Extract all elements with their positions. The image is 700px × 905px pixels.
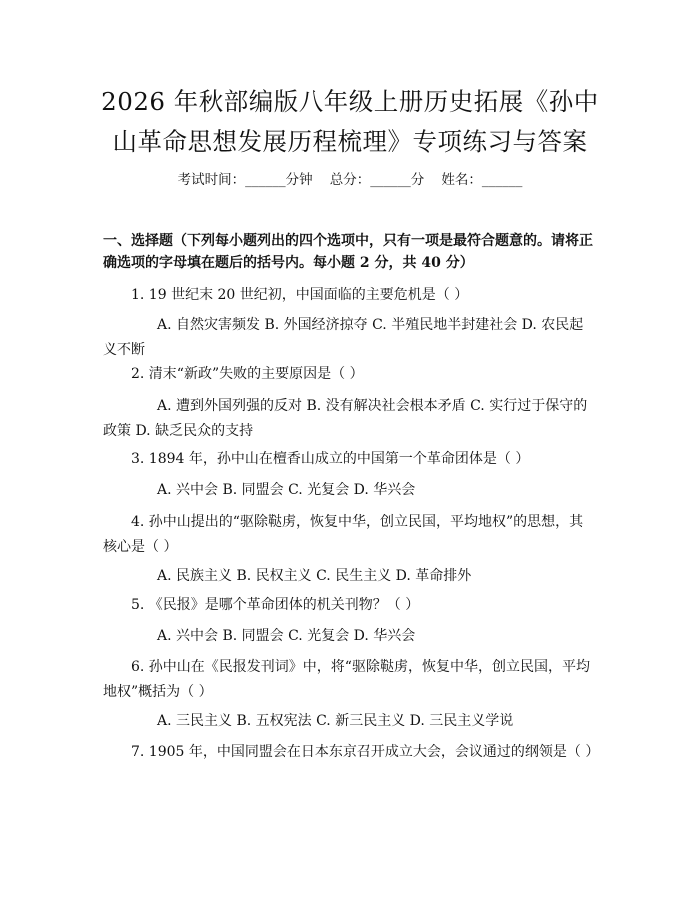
question-stem-line: 6. 孙中山在《民报发刊词》中，将“驱除鞑虏，恢复中华，创立民国，平均 (131, 659, 590, 675)
question-2-options (103, 394, 603, 444)
question-5-stem (103, 593, 603, 618)
question-stem-line: 地权”概括为（ ） (103, 684, 213, 700)
question-options-line: A. 兴中会 B. 同盟会 C. 光复会 D. 华兴会 (157, 482, 416, 498)
question-options-line: A. 自然灾害频发 B. 外国经济掠夺 C. 半殖民地半封建社会 D. 农民起 (157, 317, 584, 333)
exam-info: 考试时间：______分钟 总分：______分 姓名：______ (177, 172, 523, 188)
document-title (60, 82, 640, 162)
question-options-line: A. 遭到外国列强的反对 B. 没有解决社会根本矛盾 C. 实行过于保守的 (157, 398, 588, 414)
question-6-options (103, 709, 603, 734)
question-stem-line: 1. 19 世纪末 20 世纪初，中国面临的主要危机是（ ） (131, 287, 469, 303)
question-4-options (103, 564, 603, 589)
question-options-line: 义不断 (103, 342, 145, 358)
question-4-stem (103, 510, 603, 560)
question-1-stem (103, 283, 603, 308)
question-3-options (103, 478, 603, 503)
question-5-options (103, 624, 603, 649)
section-heading-line-2: 确选项的字母填在题后的括号内。每小题 2 分，共 40 分） (103, 255, 474, 271)
question-7-stem (103, 740, 603, 765)
question-stem-line: 5. 《民报》是哪个革命团体的机关刊物？（ ） (131, 597, 420, 613)
question-3-stem (103, 447, 603, 472)
question-6-stem (103, 655, 603, 705)
question-stem-line: 3. 1894 年，孙中山在檀香山成立的中国第一个革命团体是（ ） (131, 451, 530, 467)
question-options-line: A. 三民主义 B. 五权宪法 C. 新三民主义 D. 三民主义学说 (157, 713, 514, 729)
question-1-options (103, 313, 603, 363)
section-heading-line-1: 一、选择题（下列每小题列出的四个选项中，只有一项是最符合题意的。请将正 (103, 233, 593, 249)
question-options-line: A. 兴中会 B. 同盟会 C. 光复会 D. 华兴会 (157, 628, 416, 644)
question-options-line: A. 民族主义 B. 民权主义 C. 民生主义 D. 革命排外 (157, 568, 472, 584)
section-heading (103, 230, 603, 274)
question-2-stem (103, 362, 603, 387)
question-stem-line: 2. 清末“新政”失败的主要原因是（ ） (131, 366, 364, 382)
question-stem-line: 4. 孙中山提出的“驱除鞑虏，恢复中华，创立民国，平均地权”的思想，其 (131, 514, 584, 530)
question-stem-line: 核心是（ ） (103, 539, 178, 555)
question-stem-line: 7. 1905 年，中国同盟会在日本东京召开成立大会，会议通过的纲领是（ ） (131, 744, 600, 760)
question-options-line: 政策 D. 缺乏民众的支持 (103, 423, 254, 439)
title-line-2: 山革命思想发展历程梳理》专项练习与答案 (112, 127, 588, 156)
title-line-1: 2026 年秋部编版八年级上册历史拓展《孙中 (101, 87, 599, 116)
